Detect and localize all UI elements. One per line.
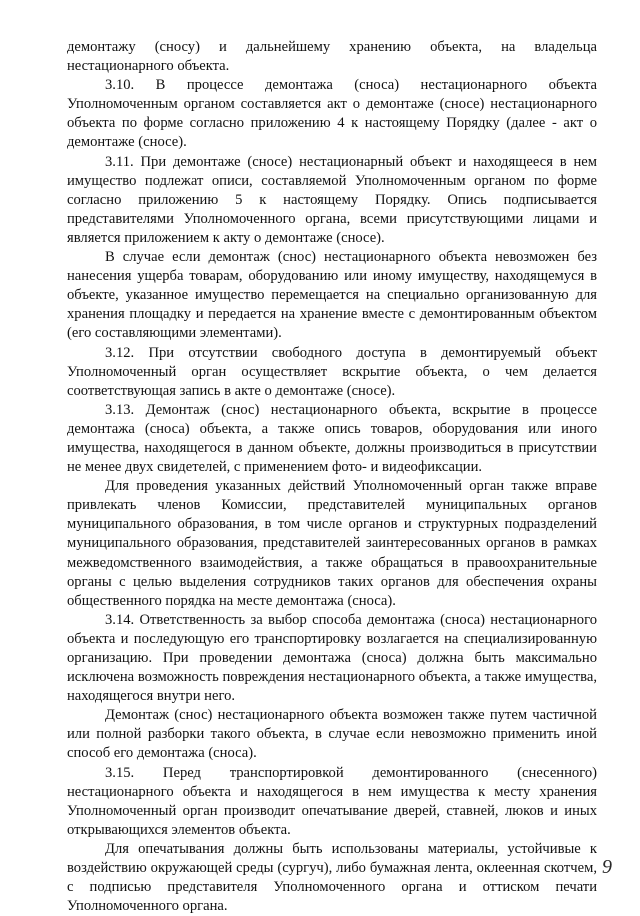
paragraph-3-13-note: Для проведения указанных действий Уполномоченный орган также вправе привлекать членов Комиссии, представителей муниципальных органов муниципального образования, в том числе органов и структурных подразделений муниципального образования, представителей заинтересованных органов в рамках межведомственного взаимодействия, а также обращаться в правоохранительные органы с целью выделения сотрудников таких органов для обеспечения охраны общественного порядка на месте демонтажа (сноса). <box>67 478 597 609</box>
paragraph-3-10: 3.10. В процессе демонтажа (сноса) нестационарного объекта Уполномоченным органом составляется акт о демонтаже (сносе) нестационарного объекта по форме согласно приложению 4 к настоящему Порядку (далее - акт о демонтаже (сносе). <box>67 77 597 151</box>
paragraph-3-15: 3.15. Перед транспортировкой демонтированного (снесенного) нестационарного объекта и находящегося в нем имущества к месту хранения Уполномоченный орган производит опечатывание дверей, ставней, люков и иных открывающихся элементов объекта. <box>67 764 597 838</box>
paragraph-3-14-note: Демонтаж (снос) нестационарного объекта возможен также путем частичной или полной разборки такого объекта, в случае если невозможно применить иной способ его демонтажа (сноса). <box>67 707 597 762</box>
page-number: 9 <box>602 856 612 878</box>
document-body <box>67 38 597 916</box>
paragraph-3-14: 3.14. Ответственность за выбор способа демонтажа (сноса) нестационарного объекта и последующую его транспортировку возлагается на специализированную организацию. При проведении демонтажа (сноса) должна быть максимально исключена возможность повреждения нестационарного объекта, а также имущества, находящегося внутри него. <box>67 611 597 705</box>
paragraph-3-12: 3.12. При отсутствии свободного доступа в демонтируемый объект Уполномоченный орган осуществляет вскрытие объекта, о чем делается соответствующая запись в акте о демонтаже (сносе). <box>67 344 597 399</box>
paragraph-3-11: 3.11. При демонтаже (сносе) нестационарный объект и находящееся в нем имущество подлежат описи, составляемой Уполномоченным органом по форме согласно приложению 5 к настоящему Порядку. Опись подписывается представителями Уполномоченного органа, всеми присутствующими лицами и является приложением к акту о демонтаже (сносе). <box>67 153 597 246</box>
paragraph-3-13: 3.13. Демонтаж (снос) нестационарного объекта, вскрытие в процессе демонтажа (сноса) объекта, а также опись товаров, оборудования или иного имущества, находящегося в данном объекте, должны производиться в присутствии не менее двух свидетелей, с применением фото- и видеофиксации. <box>67 401 597 476</box>
paragraph-3-11-note: В случае если демонтаж (снос) нестационарного объекта невозможен без нанесения ущерба товарам, оборудованию или иному имуществу, находящемуся в объекте, указанное имущество перемещается на специально организованную для хранения площадку и передается на хранение вместе с демонтированным объектом (его составляющими элементами). <box>67 249 597 342</box>
paragraph-continuation: демонтажу (сносу) и дальнейшему хранению объекта, на владельца нестационарного объекта. <box>67 39 597 75</box>
paragraph-3-15-note: Для опечатывания должны быть использованы материалы, устойчивые к воздействию окружающей среды (сургуч), либо бумажная лента, оклеенная скотчем, с подписью представителя Уполномоченного органа и оттиском печати Уполномоченного органа. <box>67 840 597 915</box>
